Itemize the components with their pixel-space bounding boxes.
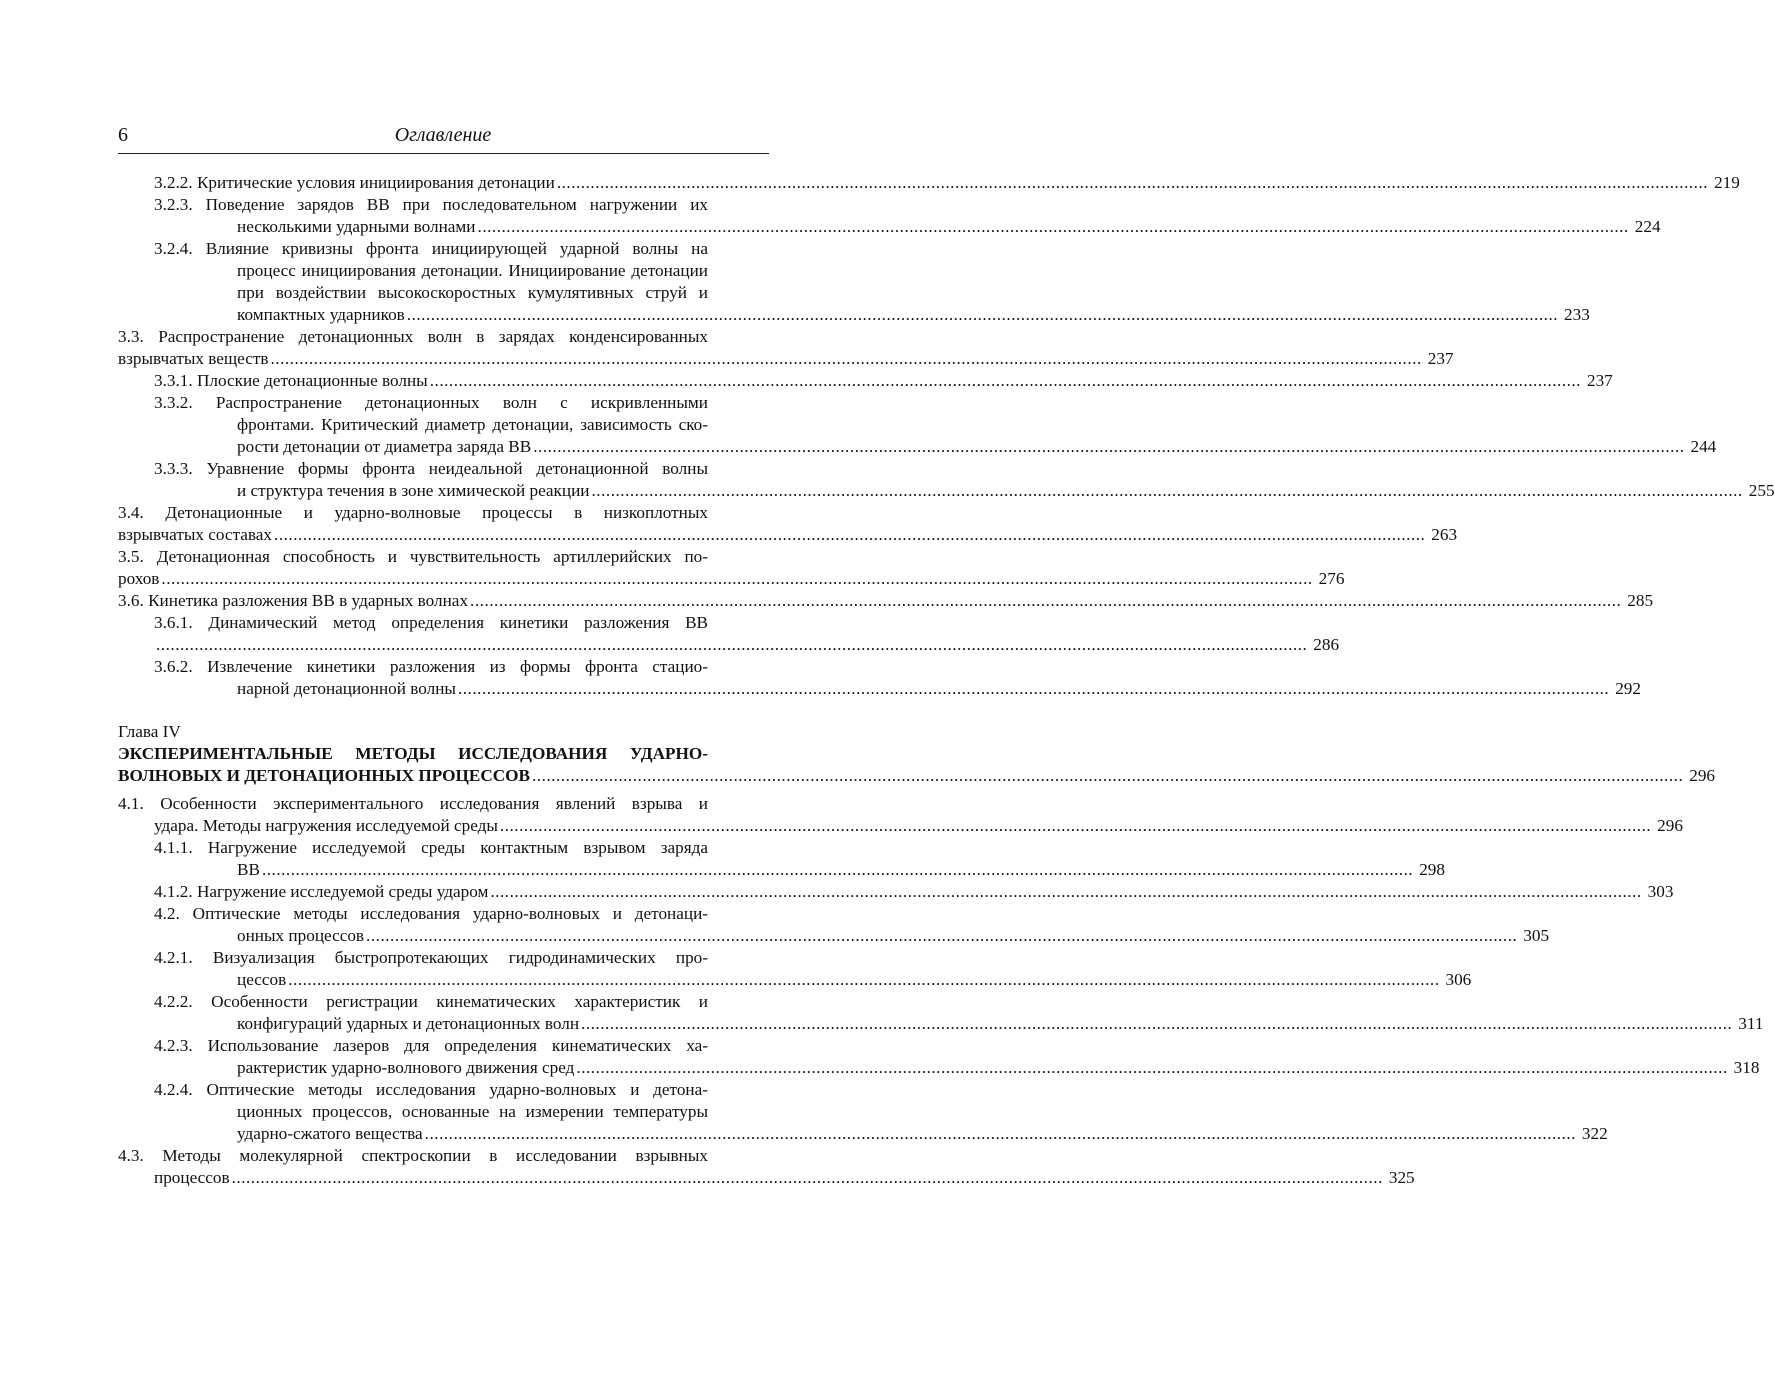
page-ref: 306 xyxy=(1445,970,1472,989)
toc-entry[interactable]: 3.6.1. Динамический метод определения кинетики разложения ВВ ..... 286 xyxy=(118,612,708,656)
page-ref: 233 xyxy=(1564,305,1590,324)
toc-entry[interactable]: 3.3.2. Распространение детонационных волн с искривленными фронтами. Критический диаметр детонации, зависимость ско- рости детонации от диаметра заряда ВВ..... 244 xyxy=(118,392,708,458)
page-ref: 276 xyxy=(1318,569,1345,588)
toc-entry[interactable]: 3.2.2. Критические условия инициирования детонации..... 219 xyxy=(118,172,708,194)
page-ref: 322 xyxy=(1581,1124,1608,1143)
header-rule xyxy=(118,153,769,154)
page-ref: 311 xyxy=(1738,1014,1764,1033)
page-ref: 224 xyxy=(1634,217,1661,236)
page-ref: 255 xyxy=(1748,481,1775,500)
toc-entry[interactable]: 3.3. Распространение детонационных волн в зарядах конденсированных взрывчатых веществ..... 237 xyxy=(118,326,708,370)
running-title: Оглавление xyxy=(394,124,492,146)
page-ref: 285 xyxy=(1627,591,1654,610)
page-ref: 305 xyxy=(1523,926,1550,945)
toc-entry[interactable]: 3.3.3. Уравнение формы фронта неидеальной детонационной волны и структура течения в зоне химической реакции..... 255 xyxy=(118,458,708,502)
table-of-contents xyxy=(118,172,1775,1189)
page-ref: 303 xyxy=(1647,882,1674,901)
chapter-title[interactable]: ЭКСПЕРИМЕНТАЛЬНЫЕ МЕТОДЫ ИССЛЕДОВАНИЯ УДАРНО- ВОЛНОВЫХ И ДЕТОНАЦИОННЫХ ПРОЦЕССОВ..... 296 xyxy=(118,743,708,787)
chapter-label: Глава IV xyxy=(118,722,181,741)
page-ref: 292 xyxy=(1615,679,1641,698)
toc-entry[interactable]: 3.2.3. Поведение зарядов ВВ при последовательном нагружении их несколькими ударными волнами..... 224 xyxy=(118,194,708,238)
toc-entry[interactable]: 3.5. Детонационная способность и чувствительность артиллерийских по- рохов..... 276 xyxy=(118,546,708,590)
toc-entry[interactable]: 3.3.1. Плоские детонационные волны..... 237 xyxy=(118,370,708,392)
page-ref: 298 xyxy=(1419,860,1445,879)
toc-entry[interactable]: 4.2. Оптические методы исследования ударно-волновых и детонаци- онных процессов..... 305 xyxy=(118,903,708,947)
toc-entry[interactable]: 4.2.2. Особенности регистрации кинематических характеристик и конфигураций ударных и детонационных волн..... 311 xyxy=(118,991,708,1035)
page-ref: 325 xyxy=(1388,1168,1415,1187)
toc-entry[interactable]: 3.6. Кинетика разложения ВВ в ударных волнах..... 285 xyxy=(118,590,708,612)
toc-entry[interactable]: 4.3. Методы молекулярной спектроскопии в исследовании взрывных процессов..... 325 xyxy=(118,1145,708,1189)
toc-entry[interactable]: 3.6.2. Извлечение кинетики разложения из формы фронта стацио- нарной детонационной волны..... 292 xyxy=(118,656,708,700)
toc-entry[interactable]: 4.2.4. Оптические методы исследования ударно-волновых и детона- ционных процессов, основанные на измерении температуры ударно-сжатого вещества..... 322 xyxy=(118,1079,708,1145)
page-ref: 237 xyxy=(1427,349,1454,368)
page-ref: 318 xyxy=(1733,1058,1760,1077)
toc-entry[interactable]: 4.1.1. Нагружение исследуемой среды контактным взрывом заряда ВВ..... 298 xyxy=(118,837,708,881)
toc-entry[interactable]: 3.2.4. Влияние кривизны фронта инициирующей ударной волны на процесс инициирования детонации. Инициирование детонации при воздействии высокоскоростных кумулятивных струй и компактных ударников..... 233 xyxy=(118,238,708,326)
page-ref: 244 xyxy=(1690,437,1717,456)
page-header xyxy=(118,124,768,152)
toc-entry[interactable]: 4.2.3. Использование лазеров для определения кинематических ха- рактеристик ударно-волнового движения сред..... 318 xyxy=(118,1035,708,1079)
toc-entry[interactable]: 4.2.1. Визуализация быстропротекающих гидродинамических про- цессов..... 306 xyxy=(118,947,708,991)
page-ref: 296 xyxy=(1657,816,1683,835)
toc-entry[interactable]: 4.1. Особенности экспериментального исследования явлений взрыва и удара. Методы нагружения исследуемой среды..... 296 xyxy=(118,793,708,837)
page-number: 6 xyxy=(118,124,128,146)
page-ref: 286 xyxy=(1313,635,1340,654)
page-ref: 296 xyxy=(1689,766,1716,785)
toc-entry[interactable]: 4.1.2. Нагружение исследуемой среды ударом..... 303 xyxy=(118,881,708,903)
toc-entry[interactable]: 3.4. Детонационные и ударно-волновые процессы в низкоплотных взрывчатых составах..... 263 xyxy=(118,502,708,546)
page-ref: 237 xyxy=(1586,371,1613,390)
page-ref: 263 xyxy=(1431,525,1458,544)
page-ref: 219 xyxy=(1714,173,1740,192)
